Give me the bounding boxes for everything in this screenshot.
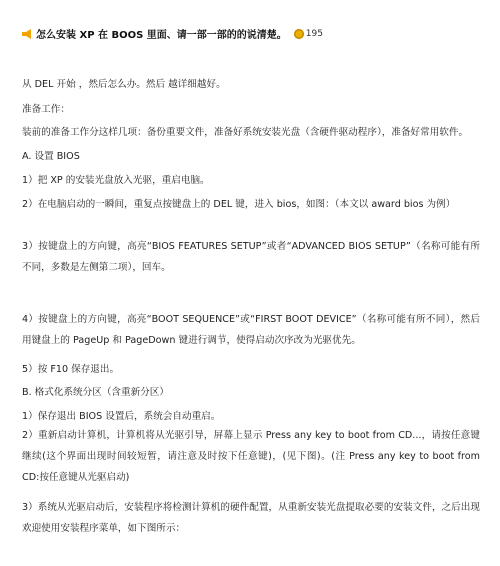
body-line: 准备工作： bbox=[22, 104, 70, 115]
body-line: 5）按 F10 保存退出。 bbox=[22, 364, 120, 375]
body-line: 装前的准备工作分这样几项：备份重要文件，准备好系统安装光盘（含硬件驱动程序），准备好常用软件。 bbox=[22, 127, 469, 138]
body-paragraph: 3）系统从光驱启动后，安装程序将检测计算机的硬件配置，从重新安装光盘提取必要的安装文件，之后出现欢迎使用安装程序菜单，如下图所示： bbox=[22, 502, 480, 534]
reward-badge bbox=[294, 29, 323, 39]
reward-amount: 195 bbox=[305, 28, 323, 39]
body-line: 2）在电脑启动的一瞬间，重复点按键盘上的 DEL 键，进入 bios，如图：（本文以 award bios 为例） bbox=[22, 199, 456, 210]
body-line: 1）把 XP 的安装光盘放入光驱，重启电脑。 bbox=[22, 175, 210, 186]
section-heading: A. 设置 BIOS bbox=[22, 151, 80, 162]
body-paragraph: 4）按键盘上的方向键，高亮“BOOT SEQUENCE”或“FIRST BOOT DEVICE”（名称可能有所不同），然后用键盘上的 PageUp 和 PageDown 键进行调节，使得启动次序改为光驱优先。 bbox=[22, 314, 480, 346]
body-paragraph: 2）重新启动计算机，计算机将从光驱引导，屏幕上显示 Press any key to boot from CD...，请按任意键继续(这个界面出现时间较短暂，请注意及时按下任意键)，(见下图)。(注 Press any key to boot from CD:按任意键从光驱启动) bbox=[22, 430, 480, 483]
body-paragraph: 3）按键盘上的方向键，高亮“BIOS FEATURES SETUP”或者“ADVANCED BIOS SETUP”（名称可能有所不同，多数是左侧第二项），回车。 bbox=[22, 241, 480, 273]
question-title-row bbox=[21, 26, 323, 41]
section-heading: B. 格式化系统分区（含重新分区） bbox=[22, 387, 169, 398]
body-line: 1）保存退出 BIOS 设置后，系统会自动重启。 bbox=[22, 411, 221, 422]
coin-icon bbox=[294, 29, 304, 39]
body-line: 从 DEL 开始 ，然后怎么办。然后 越详细越好。 bbox=[22, 79, 226, 90]
question-title: 怎么安装 XP 在 BOOS 里面、请一部一部的的说清楚。 bbox=[36, 30, 287, 41]
megaphone-icon bbox=[21, 29, 33, 39]
